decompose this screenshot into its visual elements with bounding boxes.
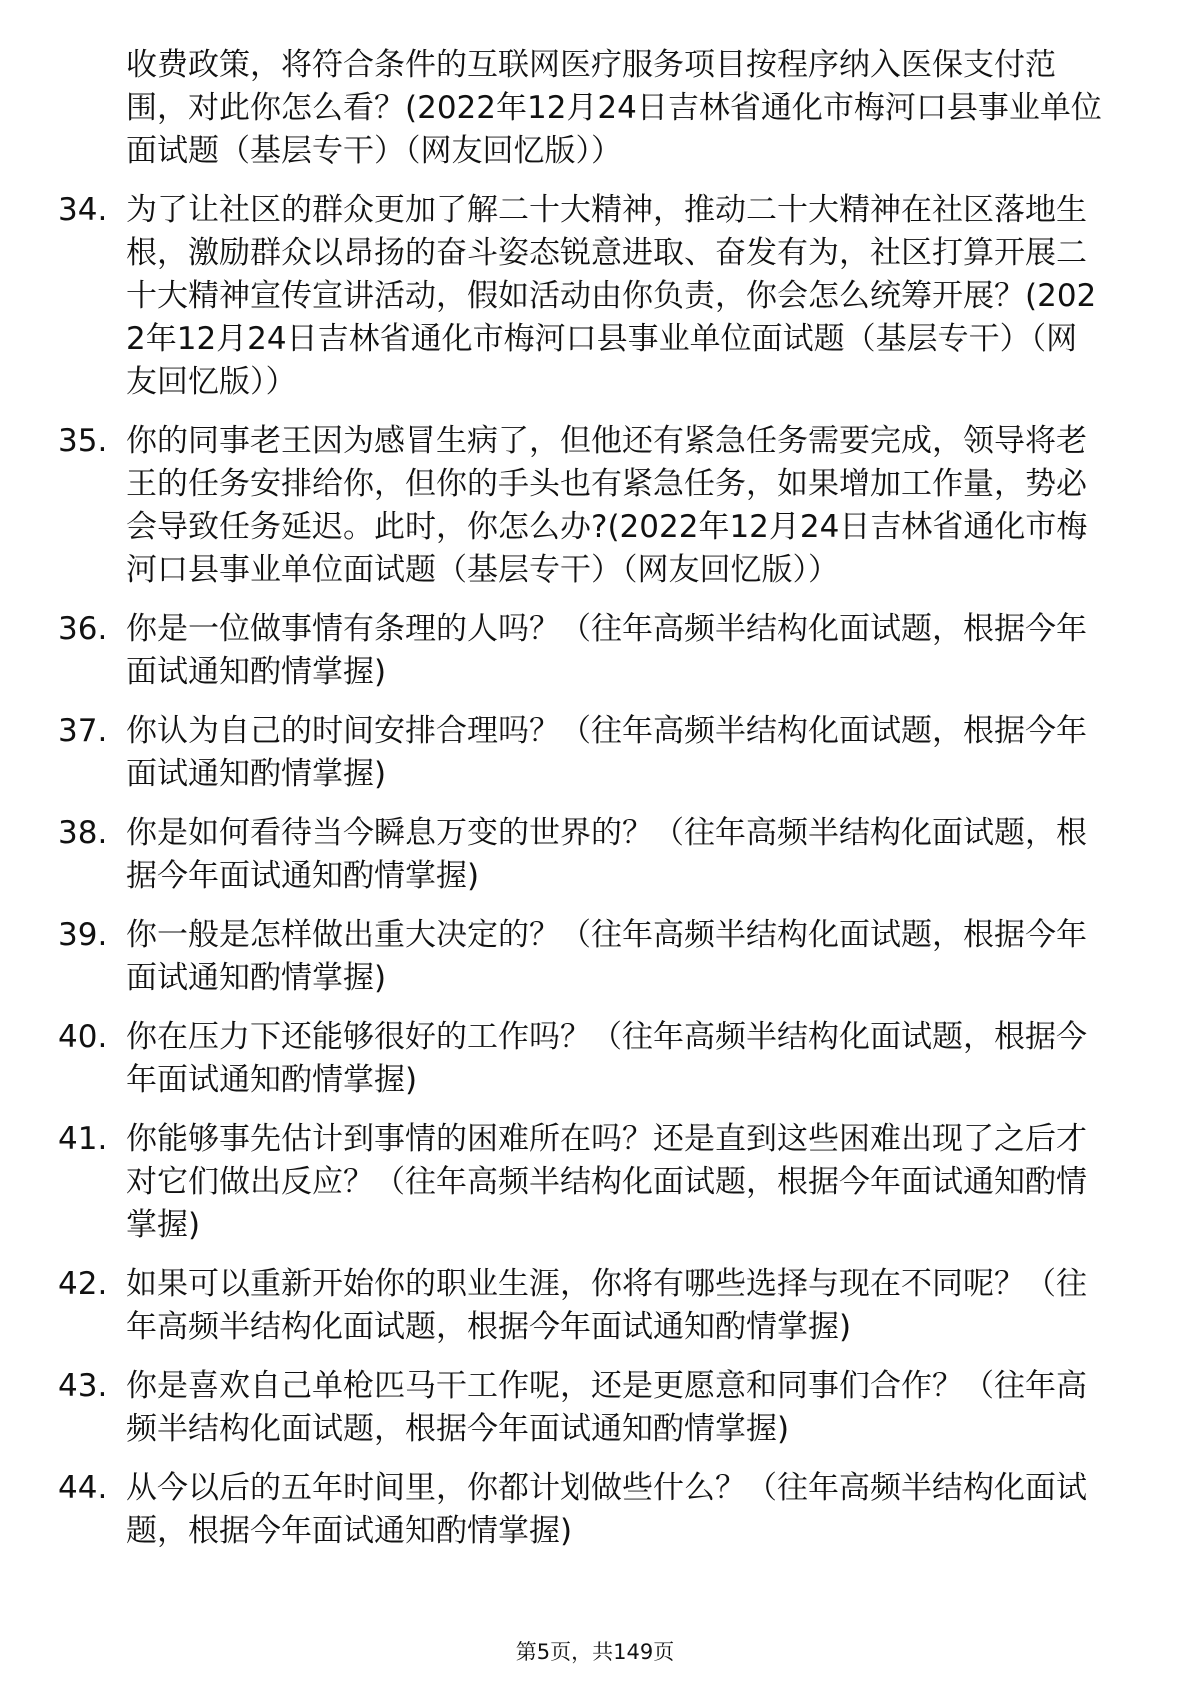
item-number: 38. [58,815,108,851]
item-number: 44. [58,1470,108,1506]
item-number: 35. [58,423,108,459]
list-item [58,1263,1108,1349]
list-item [58,608,1108,694]
list-item [58,1467,1108,1553]
list-item [58,1365,1108,1451]
item-number: 37. [58,713,108,749]
list-item [58,1118,1108,1247]
item-number: 41. [58,1121,108,1157]
list-item [58,420,1108,592]
item-text: 如果可以重新开始你的职业生涯，你将有哪些选择与现在不同呢？（往年高频半结构化面试题，根据今年面试通知酌情掌握) [126,1266,1087,1345]
list-item [58,44,1108,173]
item-text: 你是喜欢自己单枪匹马干工作呢，还是更愿意和同事们合作？（往年高频半结构化面试题，根据今年面试通知酌情掌握) [126,1368,1087,1447]
item-number: 40. [58,1019,108,1055]
item-number: 39. [58,917,108,953]
item-text: 你一般是怎样做出重大决定的？（往年高频半结构化面试题，根据今年面试通知酌情掌握) [126,917,1087,996]
question-list [58,44,1108,1569]
item-number: 34. [58,192,108,228]
item-text: 从今以后的五年时间里，你都计划做些什么？（往年高频半结构化面试题，根据今年面试通知酌情掌握) [126,1470,1087,1549]
item-text: 你认为自己的时间安排合理吗？（往年高频半结构化面试题，根据今年面试通知酌情掌握) [126,713,1087,792]
item-number: 43. [58,1368,108,1404]
item-text: 你能够事先估计到事情的困难所在吗？还是直到这些困难出现了之后才对它们做出反应？（往年高频半结构化面试题，根据今年面试通知酌情掌握) [126,1121,1087,1243]
item-text: 为了让社区的群众更加了解二十大精神，推动二十大精神在社区落地生根，激励群众以昂扬的奋斗姿态锐意进取、奋发有为，社区打算开展二十大精神宣传宣讲活动，假如活动由你负责，你会怎么统筹开展？(2022年12月24日吉林省通化市梅河口县事业单位面试题（基层专干）（网友回忆版）） [126,192,1097,400]
item-text: 你是如何看待当今瞬息万变的世界的？（往年高频半结构化面试题，根据今年面试通知酌情掌握) [126,815,1087,894]
list-item [58,812,1108,898]
item-number: 42. [58,1266,108,1302]
item-text: 你是一位做事情有条理的人吗？（往年高频半结构化面试题，根据今年面试通知酌情掌握) [126,611,1087,690]
list-item [58,1016,1108,1102]
item-text: 你的同事老王因为感冒生病了，但他还有紧急任务需要完成，领导将老王的任务安排给你，但你的手头也有紧急任务，如果增加工作量，势必会导致任务延迟。此时，你怎么办?(2022年12月24日吉林省通化市梅河口县事业单位面试题（基层专干）（网友回忆版）） [126,423,1088,588]
item-number: 36. [58,611,108,647]
list-item [58,914,1108,1000]
item-text: 你在压力下还能够很好的工作吗？（往年高频半结构化面试题，根据今年面试通知酌情掌握) [126,1019,1087,1098]
item-text: 收费政策，将符合条件的互联网医疗服务项目按程序纳入医保支付范围，对此你怎么看？(2022年12月24日吉林省通化市梅河口县事业单位面试题（基层专干）（网友回忆版）） [126,47,1102,169]
list-item [58,189,1108,404]
page-footer: 第5页，共149页 [515,1640,675,1664]
list-item [58,710,1108,796]
